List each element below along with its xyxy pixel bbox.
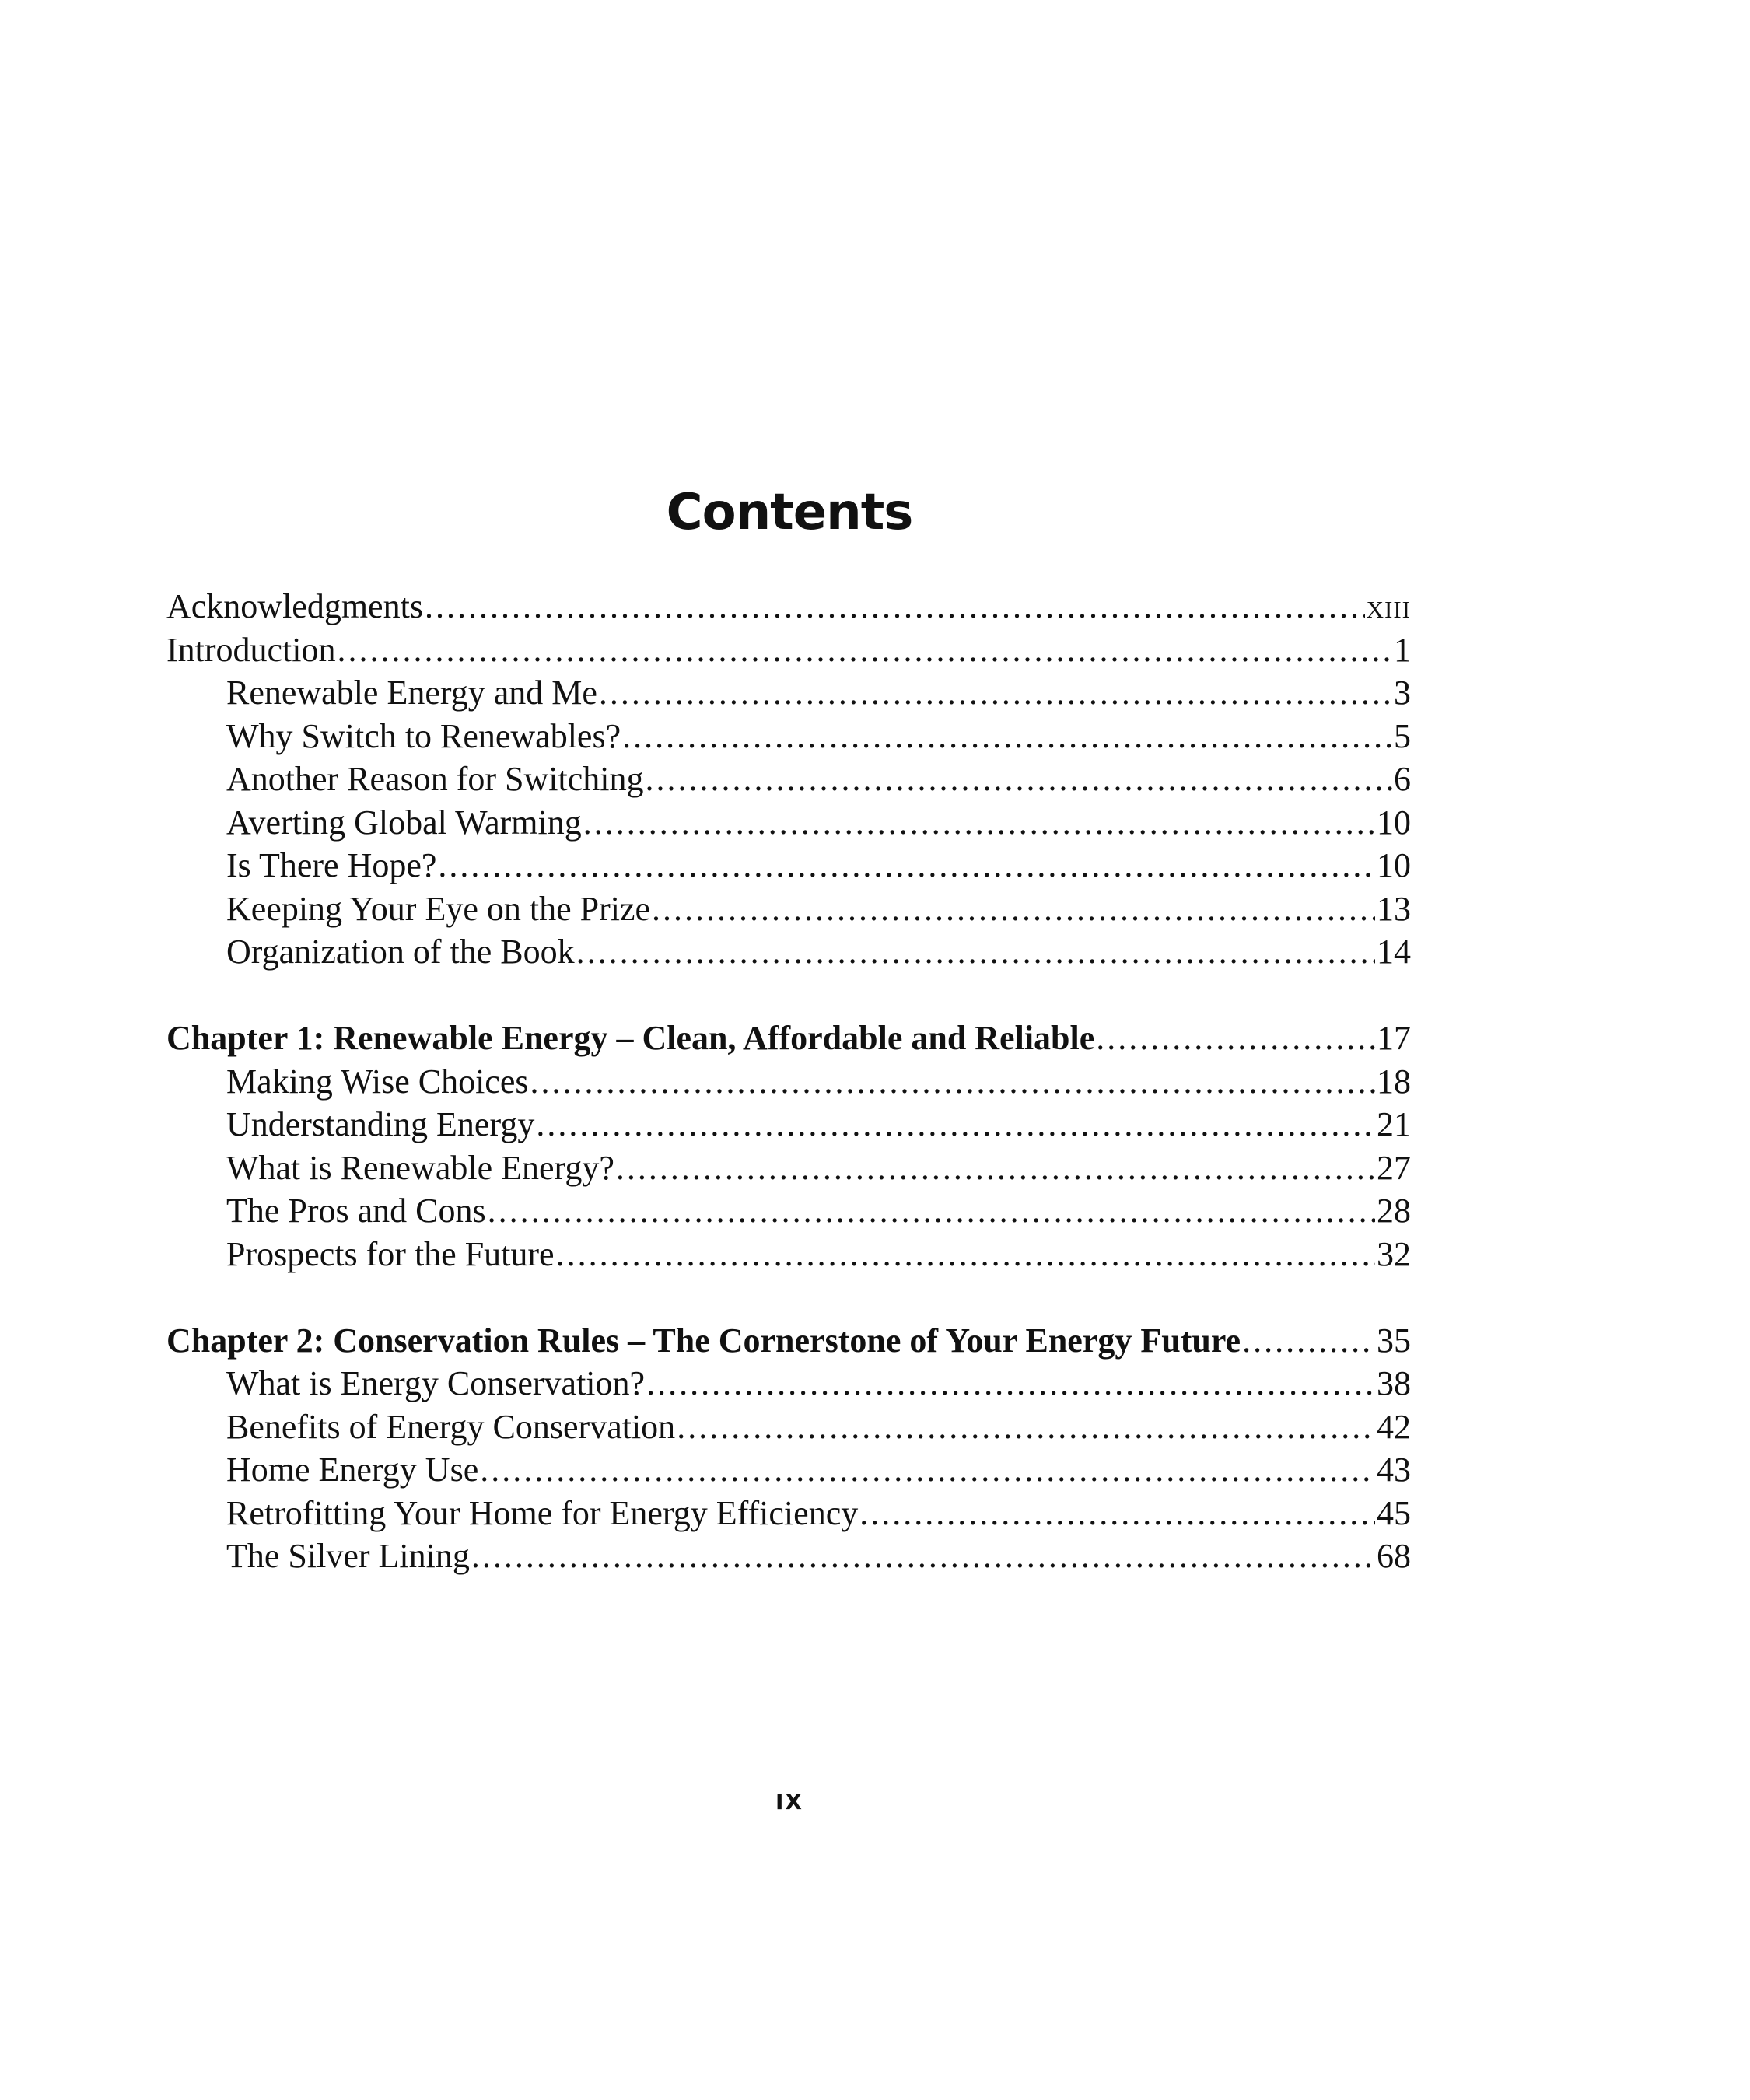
toc-entry[interactable] bbox=[166, 1189, 1411, 1233]
dot-leader bbox=[599, 671, 1392, 715]
toc-entry[interactable] bbox=[166, 801, 1411, 845]
dot-leader bbox=[471, 1535, 1375, 1578]
toc-entry-label: Retrofitting Your Home for Energy Efficiency bbox=[226, 1493, 859, 1532]
toc-entry[interactable] bbox=[166, 1492, 1411, 1535]
dot-leader bbox=[646, 1362, 1375, 1405]
toc-entry-label: What is Energy Conservation? bbox=[226, 1364, 646, 1402]
toc-entry-page: 1 bbox=[1394, 630, 1411, 669]
toc-entry-label: Understanding Energy bbox=[226, 1105, 535, 1143]
dot-leader bbox=[576, 930, 1375, 974]
toc-entry-page: 14 bbox=[1377, 933, 1411, 971]
dot-leader bbox=[530, 1060, 1375, 1104]
toc-entry-page: 68 bbox=[1377, 1537, 1411, 1575]
toc-entry-page: xiii bbox=[1366, 587, 1411, 625]
toc-entry-chapter-2[interactable] bbox=[166, 1319, 1411, 1363]
dot-leader bbox=[622, 715, 1392, 758]
toc-entry[interactable] bbox=[166, 671, 1411, 715]
toc-entry-label: Prospects for the Future bbox=[226, 1234, 555, 1273]
toc-entry[interactable] bbox=[166, 1146, 1411, 1190]
toc-section-chapter-2 bbox=[166, 1319, 1411, 1578]
toc-entry-page: 43 bbox=[1377, 1451, 1411, 1489]
toc-entry-label: Is There Hope? bbox=[226, 846, 437, 884]
page-title: Contents bbox=[666, 484, 913, 541]
dot-leader bbox=[338, 628, 1392, 672]
dot-leader bbox=[438, 844, 1375, 887]
toc-entry-acknowledgments[interactable] bbox=[166, 585, 1411, 628]
toc-entry-label: Introduction bbox=[166, 630, 336, 669]
toc-entry-page: 42 bbox=[1377, 1407, 1411, 1446]
toc-entry-page: 27 bbox=[1377, 1148, 1411, 1187]
dot-leader bbox=[536, 1103, 1375, 1146]
toc-entry-page: 13 bbox=[1377, 889, 1411, 928]
toc-entry-label: Another Reason for Switching bbox=[226, 760, 644, 798]
toc-entry-label: Making Wise Choices bbox=[226, 1062, 529, 1101]
toc-entry[interactable] bbox=[166, 1535, 1411, 1578]
dot-leader bbox=[645, 758, 1392, 801]
toc-entry[interactable] bbox=[166, 1448, 1411, 1492]
toc-entry-page: 10 bbox=[1377, 803, 1411, 842]
dot-leader bbox=[677, 1405, 1375, 1449]
dot-leader bbox=[859, 1492, 1375, 1535]
toc-entry-page: 45 bbox=[1377, 1493, 1411, 1532]
toc-entry-page: 5 bbox=[1394, 716, 1411, 755]
toc-entry[interactable] bbox=[166, 1103, 1411, 1146]
toc-entry-page: 35 bbox=[1377, 1321, 1411, 1360]
toc-entry-label: Why Switch to Renewables? bbox=[226, 716, 621, 755]
toc-entry[interactable] bbox=[166, 1362, 1411, 1405]
dot-leader bbox=[425, 585, 1365, 628]
toc-entry-label: Organization of the Book bbox=[226, 933, 575, 971]
toc-entry-label: Benefits of Energy Conservation bbox=[226, 1407, 676, 1446]
toc-entry[interactable] bbox=[166, 844, 1411, 887]
toc-entry-page: 38 bbox=[1377, 1364, 1411, 1402]
toc-entry-label: Renewable Energy and Me bbox=[226, 674, 597, 712]
toc-entry[interactable] bbox=[166, 1405, 1411, 1449]
toc-entry-chapter-1[interactable] bbox=[166, 1017, 1411, 1060]
page-number: IX bbox=[775, 1789, 803, 1815]
toc-section-chapter-1 bbox=[166, 1017, 1411, 1276]
toc-entry-page: 18 bbox=[1377, 1062, 1411, 1101]
toc-entry-page: 28 bbox=[1377, 1192, 1411, 1230]
toc-entry[interactable] bbox=[166, 758, 1411, 801]
toc-entry-label: Acknowledgments bbox=[166, 587, 423, 625]
dot-leader bbox=[583, 801, 1375, 845]
dot-leader bbox=[616, 1146, 1375, 1190]
dot-leader bbox=[1096, 1017, 1375, 1060]
toc-entry[interactable] bbox=[166, 930, 1411, 974]
toc-entry-introduction[interactable] bbox=[166, 628, 1411, 672]
dot-leader bbox=[480, 1448, 1375, 1492]
toc-entry-label: The Silver Lining bbox=[226, 1537, 470, 1575]
toc-entry-label: The Pros and Cons bbox=[226, 1192, 486, 1230]
toc-entry-label: Chapter 2: Conservation Rules – The Cornerstone of Your Energy Future bbox=[166, 1321, 1241, 1360]
dot-leader bbox=[1242, 1319, 1375, 1363]
toc-entry[interactable] bbox=[166, 715, 1411, 758]
toc-entry-label: Chapter 1: Renewable Energy – Clean, Affordable and Reliable bbox=[166, 1019, 1095, 1057]
toc-entry-page: 10 bbox=[1377, 846, 1411, 884]
toc-entry[interactable] bbox=[166, 1060, 1411, 1104]
table-of-contents bbox=[166, 585, 1411, 1578]
dot-leader bbox=[488, 1189, 1375, 1233]
toc-entry-page: 3 bbox=[1394, 674, 1411, 712]
toc-section-front-matter bbox=[166, 585, 1411, 974]
toc-entry-page: 21 bbox=[1377, 1105, 1411, 1143]
toc-entry-page: 6 bbox=[1394, 760, 1411, 798]
toc-entry-label: Home Energy Use bbox=[226, 1451, 479, 1489]
toc-entry[interactable] bbox=[166, 1233, 1411, 1276]
dot-leader bbox=[556, 1233, 1375, 1276]
toc-entry-page: 17 bbox=[1377, 1019, 1411, 1057]
toc-entry-page: 32 bbox=[1377, 1234, 1411, 1273]
dot-leader bbox=[652, 887, 1375, 931]
toc-entry-label: What is Renewable Energy? bbox=[226, 1148, 614, 1187]
toc-entry-label: Averting Global Warming bbox=[226, 803, 582, 842]
toc-entry[interactable] bbox=[166, 887, 1411, 931]
toc-entry-label: Keeping Your Eye on the Prize bbox=[226, 889, 651, 928]
